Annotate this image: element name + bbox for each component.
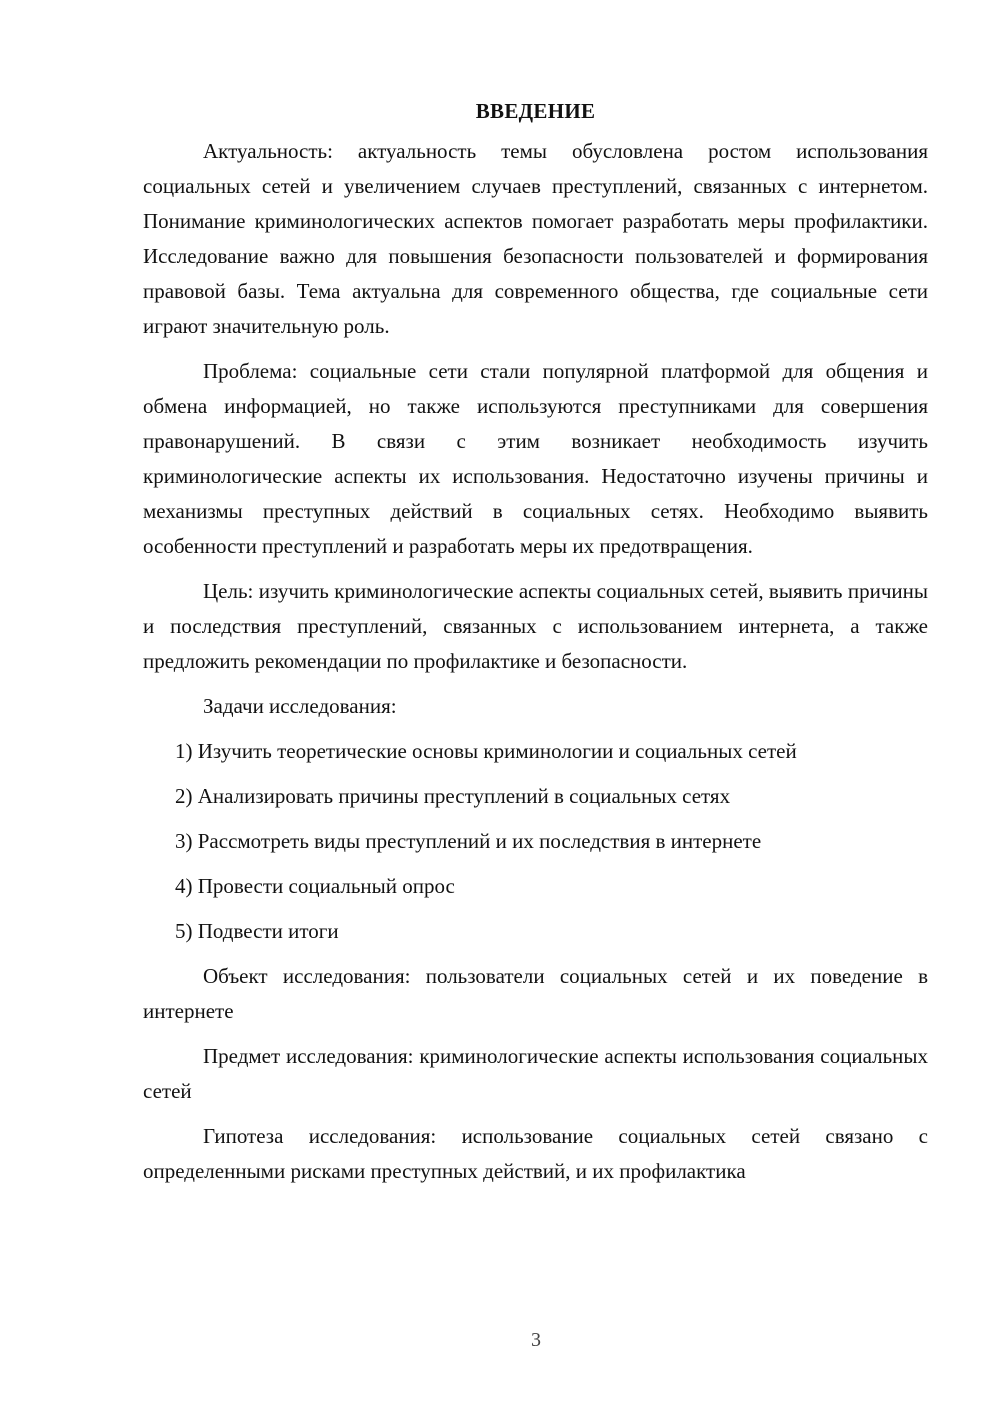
section-heading: ВВЕДЕНИЕ (475, 99, 596, 123)
list-item: 2) Анализировать причины преступлений в социальных сетях (175, 784, 731, 808)
list-item: 4) Провести социальный опрос (175, 874, 455, 898)
goal-paragraph: Цель: изучить криминологические аспекты социальных сетей, выявить причины и последствия преступлений, связанных с использованием интернета, а также предложить рекомендации по профилактике и безопасности. (143, 579, 928, 673)
document-page (143, 96, 928, 1199)
list-item: 5) Подвести итоги (175, 919, 339, 943)
hypothesis-paragraph: Гипотеза исследования: использование социальных сетей связано с определенными рисками преступных действий, и их профилактика (143, 1124, 928, 1183)
tasks-heading: Задачи исследования: (203, 694, 397, 718)
object-paragraph: Объект исследования: пользователи социальных сетей и их поведение в интернете (143, 964, 928, 1023)
relevance-paragraph: Актуальность: актуальность темы обусловлена ростом использования социальных сетей и увеличением случаев преступлений, связанных с интернетом. Понимание криминологических аспектов помогает разработать меры профилактики. Исследование важно для повышения безопасности пользователей и формирования правовой базы. Тема актуальна для современного общества, где социальные сети играют значительную роль. (143, 139, 928, 338)
subject-paragraph: Предмет исследования: криминологические аспекты использования социальных сетей (143, 1044, 928, 1103)
tasks-list (143, 734, 928, 949)
page-number: 3 (531, 1329, 541, 1351)
problem-paragraph: Проблема: социальные сети стали популярной платформой для общения и обмена информацией, но также используются преступниками для совершения правонарушений. В связи с этим возникает необходимость изучить криминологические аспекты их использования. Недостаточно изучены причины и механизмы преступных действий в социальных сетях. Необходимо выявить особенности преступлений и разработать меры их предотвращения. (143, 359, 928, 558)
list-item: 3) Рассмотреть виды преступлений и их последствия в интернете (175, 829, 762, 853)
list-item: 1) Изучить теоретические основы криминологии и социальных сетей (175, 739, 797, 763)
